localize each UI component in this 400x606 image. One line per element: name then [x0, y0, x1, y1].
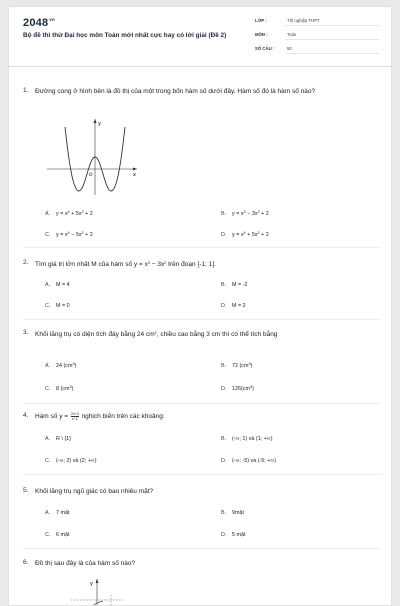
q3-option-c[interactable]: C. 8 $(cm^3)$: [45, 385, 74, 392]
q5-option-a[interactable]: A. 7 mặt: [45, 510, 70, 516]
meta-subject: MÔN : Toán: [255, 30, 379, 44]
q4-option-d[interactable]: D. (-∞; -5) và (-5; +∞): [221, 458, 277, 464]
question-6-text: Đồ thị sau đây là của hàm số nào?: [35, 560, 136, 567]
function-graph: [63, 573, 133, 606]
q2-option-d[interactable]: D. M = 2: [221, 303, 246, 309]
graph-y-label: y: [90, 581, 93, 587]
q4-option-a[interactable]: A. R \ {1}: [45, 436, 71, 442]
divider: [23, 247, 381, 248]
q4-option-c[interactable]: C. (-∞; 2) và (2; +∞): [45, 458, 97, 464]
q1-option-a[interactable]: A. $y = x^4 + 5x^2 + 2$: [45, 210, 93, 217]
q1-option-d[interactable]: D. $y = x^4 + 5x^2 + 2$: [221, 231, 269, 238]
graph-curve: [87, 601, 103, 606]
q2-option-c[interactable]: C. M = 0: [45, 303, 70, 309]
question-5-text: Khối lăng trụ ngũ giác có bao nhiêu mặt?: [35, 488, 154, 495]
q5-option-d[interactable]: D. 5 mặt: [221, 532, 246, 538]
question-2-text: Tìm giá trị lớn nhất M của hàm số $y = x^3 - 3x^2$ trên đoạn [-1; 1].: [35, 261, 216, 268]
divider: [23, 319, 381, 320]
question-4-text: Hàm số y = $\frac{2x+3}{x-1}$ nghịch biến trên các khoảng:: [35, 412, 165, 421]
meta-class: LỚP : Tốt nghiệp THPT: [255, 16, 379, 30]
graph-y-label: y: [98, 121, 101, 127]
exam-page: $2048^{vn}$ Bộ đề thi thử Đại học môn Toán mới nhất cực hay có lời giải (Đề 2) LỚP : Tốt nghiệp THPT MÔN : Toán SỐ CÂU : 50 1. Đường cong ở hình bên là đồ thị của một trong bốn hàm số dưới đây. Hàm số đó là hàm số nào? y x O A. $y = x^4 + 5x^2 + 2$ B. $y = x^3 - 3x^2 + 2$ C. $y = x^4 - 5x^2 + 2$ D. $y = x^4 + 5x^2 + 2$ 2. Tìm giá trị lớn nhất M của hàm số $y = x^3 - 3x^2$ trên đoạn [-1; 1]. A. M = 4 B. M = -2 C. M = 0 D. M = 2 3. Khối lăng trụ có diện tích đáy bằng 24 $cm^2$, chiều cao bằng 3 cm thì có thể tích bằng A. 24 $(cm^3)$ B. 72 $(cm^3)$ C. 8 $(cm^3)$ D. $126(cm^3)$ 4. Hàm số y = $\frac{2x+3}{x-1}$ nghịch biến trên các khoảng: A. R \ {1} B. (-∞; 1) và (1; +∞) C. (-∞; 2) và (2; +∞) D. (-∞; -5) và (-5; +∞) 5. Khối lăng trụ ngũ giác có bao nhiêu mặt? A. 7 mặt B. 9mặt C. 6 mặt D. 5 mặt 6. Đồ thị sau đây là của hàm số nào? y: [8, 6, 392, 606]
site-logo[interactable]: $2048^{vn}$: [23, 17, 55, 29]
divider: [23, 548, 381, 549]
question-1-text: Đường cong ở hình bên là đồ thị của một trong bốn hàm số dưới đây. Hàm số đó là hàm số nào?: [35, 88, 316, 95]
q1-option-c[interactable]: C. $y = x^4 - 5x^2 + 2$: [45, 231, 93, 238]
q3-option-b[interactable]: B. 72 $(cm^3)$: [221, 362, 253, 369]
exam-meta: [255, 16, 379, 58]
graph-origin-label: O: [89, 173, 93, 178]
q1-option-b[interactable]: B. $y = x^3 - 3x^2 + 2$: [221, 210, 269, 217]
q2-option-a[interactable]: A. M = 4: [45, 282, 70, 288]
q3-option-d[interactable]: D. $126(cm^3)$: [221, 385, 254, 392]
q3-option-a[interactable]: A. 24 $(cm^3)$: [45, 362, 77, 369]
graph-x-label: x: [133, 172, 136, 178]
q2-option-b[interactable]: B. M = -2: [221, 282, 248, 288]
exam-header: [9, 7, 391, 67]
quartic-graph: [45, 117, 139, 197]
question-3-text: Khối lăng trụ có diện tích đáy bằng 24 $cm^2$, chiều cao bằng 3 cm thì có thể tích bằng: [35, 331, 278, 338]
q5-option-c[interactable]: C. 6 mặt: [45, 532, 70, 538]
q4-option-b[interactable]: B. (-∞; 1) và (1; +∞): [221, 436, 273, 442]
divider: [23, 474, 381, 475]
meta-question-count: SỐ CÂU : 50: [255, 44, 379, 58]
q5-option-b[interactable]: B. 9mặt: [221, 510, 244, 516]
exam-title: Bộ đề thi thử Đại học môn Toán mới nhất cực hay có lời giải (Đề 2): [23, 32, 227, 39]
divider: [23, 403, 381, 404]
